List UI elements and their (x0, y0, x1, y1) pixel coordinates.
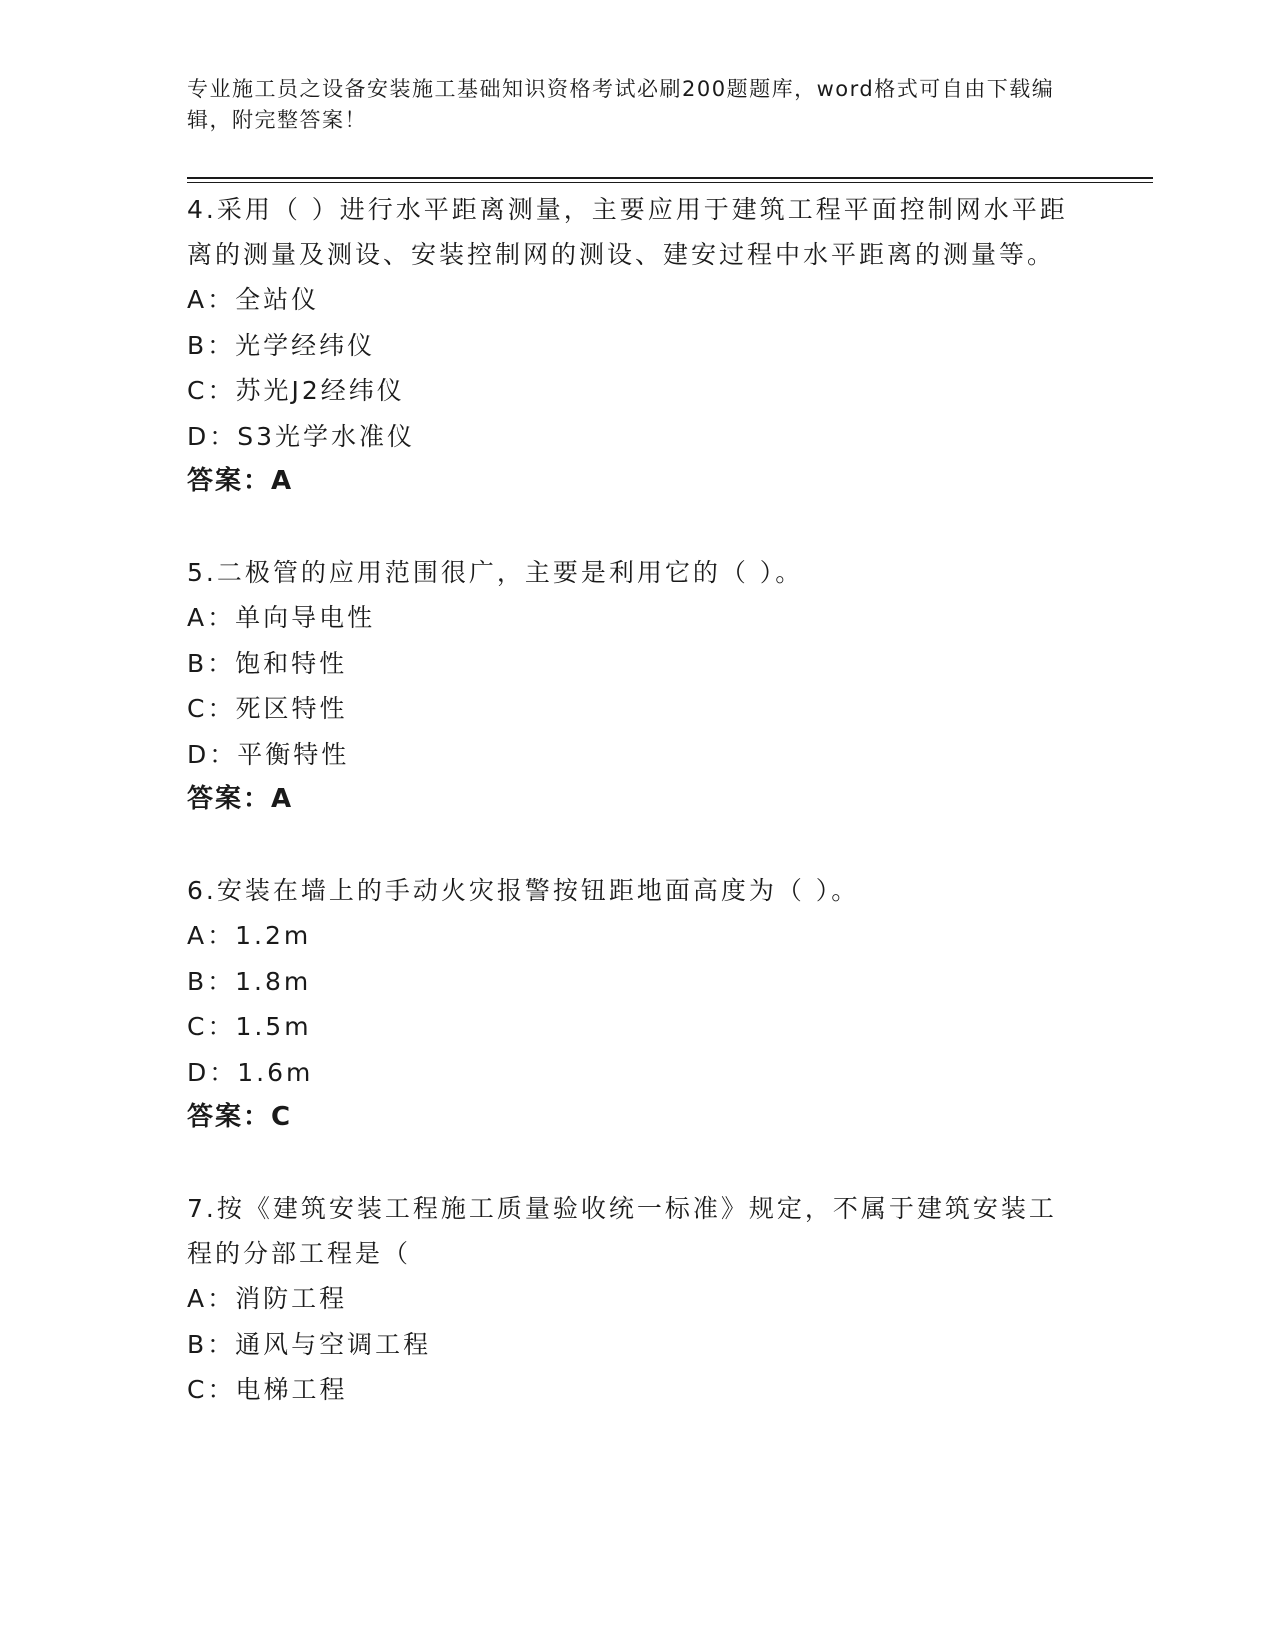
option-a: A：消防工程 (187, 1284, 348, 1313)
answer-line: 答案：C (187, 1102, 293, 1132)
option-d: D：平衡特性 (187, 739, 350, 769)
option-b: B：通风与空调工程 (187, 1329, 432, 1359)
document-header: 专业施工员之设备安装施工基础知识资格考试必刷200题题库，word格式可自由下载编辑，附完整答案！ (187, 77, 1055, 132)
option-c: C：1.5m (187, 1012, 312, 1041)
header-divider-thick (187, 177, 1153, 179)
option-b: B：1.8m (187, 966, 312, 996)
option-c: C：死区特性 (187, 694, 348, 723)
question-stem: 5.二极管的应用范围很广，主要是利用它的（ ）。 (187, 558, 804, 587)
option-d: D：1.6m (187, 1057, 314, 1087)
question-stem: 6.安装在墙上的手动火灾报警按钮距地面高度为（ ）。 (187, 876, 860, 905)
question-4 (187, 187, 1087, 504)
question-7 (187, 1186, 1087, 1413)
header-divider-thin (187, 182, 1153, 183)
question-stem: 7.按《建筑安装工程施工质量验收统一标准》规定，不属于建筑安装工程的分部工程是（ (187, 1194, 1057, 1268)
question-list (187, 187, 1087, 1413)
option-b: B：光学经纬仪 (187, 330, 376, 360)
answer-line: 答案：A (187, 466, 294, 496)
question-stem: 4.采用（ ）进行水平距离测量，主要应用于建筑工程平面控制网水平距离的测量及测设、安装控制网的测设、建安过程中水平距离的测量等。 (187, 195, 1068, 269)
option-b: B：饱和特性 (187, 648, 348, 678)
option-a: A：单向导电性 (187, 603, 376, 632)
question-5 (187, 550, 1087, 822)
option-c: C：苏光J2经纬仪 (187, 376, 405, 405)
question-6 (187, 868, 1087, 1140)
answer-line: 答案：A (187, 784, 294, 814)
option-a: A：全站仪 (187, 285, 320, 314)
option-c: C：电梯工程 (187, 1375, 348, 1404)
option-a: A：1.2m (187, 921, 312, 950)
option-d: D：S3光学水准仪 (187, 421, 416, 451)
